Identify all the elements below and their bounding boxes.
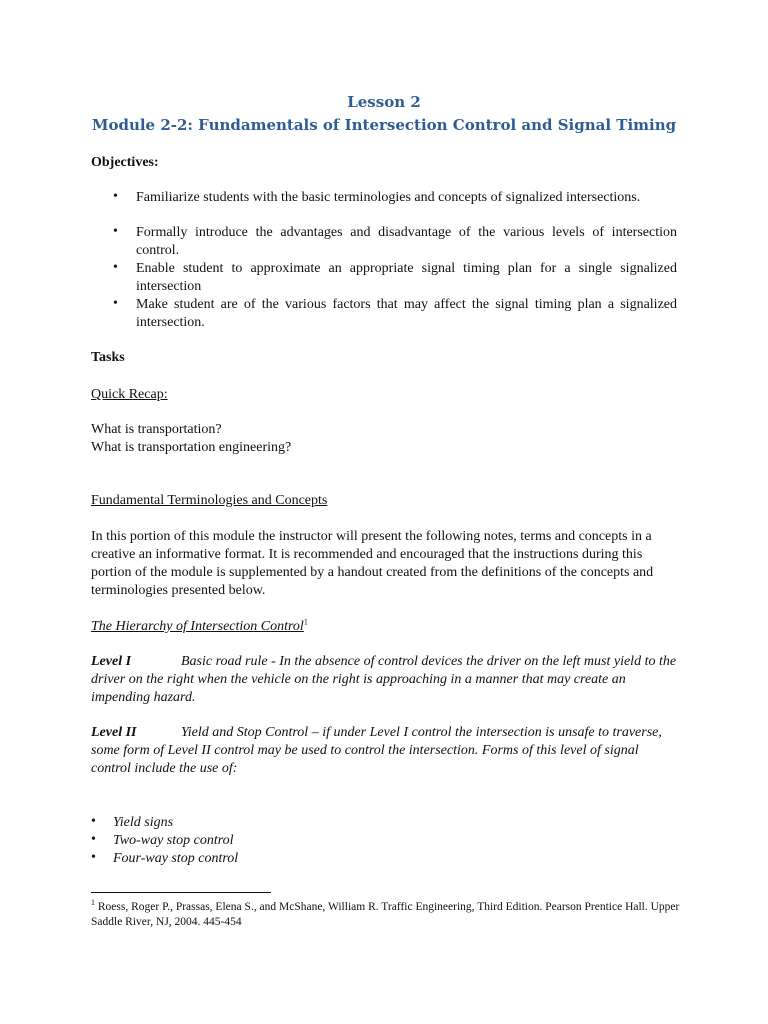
hierarchy-heading: The Hierarchy of Intersection Control: [91, 619, 304, 634]
level-1-label: Level I: [91, 654, 132, 669]
bullet-dot: •: [91, 850, 96, 865]
objective-item: Formally introduce the advantages and disadvantage of the various levels of intersection control.: [136, 225, 677, 258]
recap-question: What is transportation engineering?: [91, 440, 292, 455]
objectives-heading: Objectives:: [91, 155, 159, 170]
level-1-block: [91, 653, 678, 707]
bullet-dot: •: [113, 189, 118, 204]
bullet-dot: •: [113, 260, 118, 275]
bullet-dot: •: [113, 296, 118, 311]
control-item: Yield signs: [113, 815, 174, 830]
level-2-text: – if under Level I control the intersection is unsafe to traverse, some form of Level II control may be used to control the intersection. Forms of this level of signal control include the use of:: [91, 725, 662, 776]
tasks-heading: Tasks: [91, 350, 125, 365]
footnote-divider: [91, 892, 271, 893]
bullet-dot: •: [91, 832, 96, 847]
footnote-mark: 1: [91, 898, 95, 908]
recap-question: What is transportation?: [91, 422, 222, 437]
lesson-title: Lesson 2: [347, 93, 421, 111]
footnote-ref: 1: [303, 617, 308, 627]
fundamentals-paragraph: In this portion of this module the instructor will present the following notes, terms and concepts in a creative an informative format. It is recommended and encouraged that the instructions during this portion of the module is supplemented by a handout created from the definitions of the concepts and terminologies presented below.: [91, 529, 654, 598]
control-item: Four-way stop control: [113, 851, 239, 866]
bullet-dot: •: [113, 224, 118, 239]
footnote-text: Roess, Roger P., Prassas, Elena S., and McShane, William R. Traffic Engineering, Third Edition. Pearson Prentice Hall. Upper Saddle River, NJ, 2004. 445-454: [91, 901, 680, 928]
bullet-dot: •: [91, 814, 96, 829]
level-2-label: Level II: [91, 725, 137, 740]
quick-recap-heading: Quick Recap:: [91, 387, 168, 402]
objective-item: Make student are of the various factors that may affect the signal timing plan a signalized intersection.: [136, 297, 677, 330]
level-2-title: Yield and Stop Control: [181, 725, 309, 740]
footnote: [91, 900, 691, 930]
level-1-text: Basic road rule - In the absence of control devices the driver on the left must yield to the driver on the right when the vehicle on the right is approaching in a manner that may create an impending hazard.: [91, 654, 677, 705]
hierarchy-heading-line: [91, 618, 308, 636]
level-2-block: [91, 724, 678, 778]
fundamentals-heading: Fundamental Terminologies and Concepts: [91, 493, 328, 508]
control-item: Two-way stop control: [113, 833, 234, 848]
objective-item: Enable student to approximate an appropriate signal timing plan for a single signalized intersection: [136, 261, 677, 294]
module-title: Module 2-2: Fundamentals of Intersection Control and Signal Timing: [91, 116, 677, 134]
objective-item: Familiarize students with the basic terminologies and concepts of signalized intersections.: [136, 190, 641, 205]
